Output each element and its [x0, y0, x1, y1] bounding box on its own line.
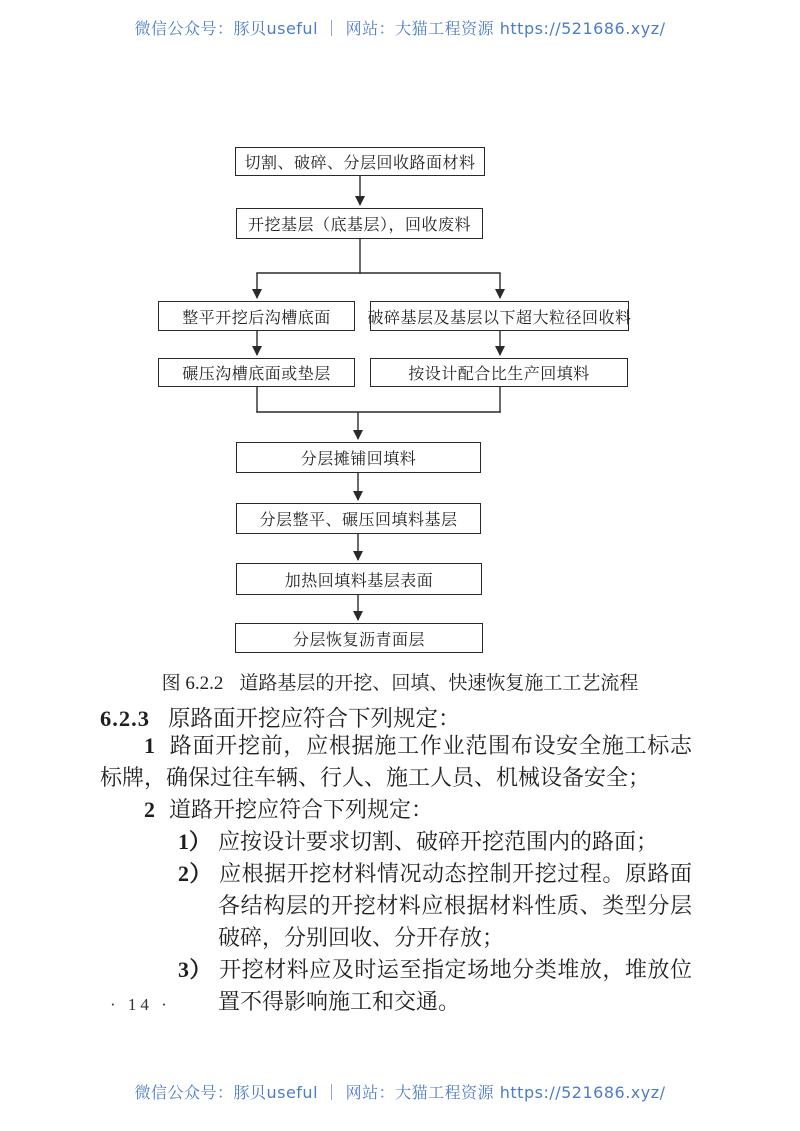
clause-body — [100, 730, 692, 1018]
clause-item-1 — [100, 730, 692, 794]
clause-subitem-3-text: 开挖材料应及时运至指定场地分类堆放，堆放位置不得影响施工和交通。 — [218, 957, 692, 1014]
clause-subitem-1-number: 1） — [178, 829, 212, 854]
page-number: · 14 · — [110, 995, 171, 1014]
section-number: 6.2.3 — [100, 706, 150, 731]
clause-subitem-3-number: 3） — [178, 957, 213, 982]
clause-subitem-2 — [100, 858, 692, 954]
flow-box-excavate-base: 开挖基层（底基层），回收废料 — [236, 208, 483, 239]
clause-subitem-1-text: 应按设计要求切割、破碎开挖范围内的路面； — [218, 829, 659, 854]
figure-title: 道路基层的开挖、回填、快速恢复施工工艺流程 — [239, 673, 639, 694]
clause-item-2-text: 道路开挖应符合下列规定： — [169, 797, 434, 822]
flow-box-level-trench-bottom: 整平开挖后沟槽底面 — [158, 301, 355, 331]
flow-box-produce-backfill: 按设计配合比生产回填料 — [370, 358, 628, 387]
clause-subitem-2-text: 应根据开挖材料情况动态控制开挖过程。原路面各结构层的开挖材料应根据材料性质、类型分层破碎，分别回收、分开存放； — [218, 861, 692, 950]
figure-label: 图 6.2.2 — [161, 673, 224, 694]
flow-box-cut-crush-recycle: 切割、破碎、分层回收路面材料 — [235, 147, 485, 176]
flow-box-restore-asphalt: 分层恢复沥青面层 — [235, 623, 483, 653]
flow-box-spread-backfill: 分层摊铺回填料 — [236, 442, 481, 473]
watermark-header: 微信公众号：豚贝useful ｜ 网站：大猫工程资源 https://521686.xyz/ — [134, 19, 666, 38]
clause-item-1-text: 路面开挖前，应根据施工作业范围布设安全施工标志标牌，确保过往车辆、行人、施工人员、机械设备安全； — [100, 733, 692, 790]
watermark-footer: 微信公众号：豚贝useful ｜ 网站：大猫工程资源 https://521686.xyz/ — [134, 1083, 666, 1102]
clause-subitem-1 — [100, 826, 692, 858]
flow-box-heat-surface: 加热回填料基层表面 — [236, 563, 482, 595]
flow-box-level-compact-backfill: 分层整平、碾压回填料基层 — [236, 503, 481, 534]
clause-subitem-2-number: 2） — [178, 861, 213, 886]
clause-subitem-3 — [100, 954, 692, 1018]
clause-item-2-number: 2 — [144, 797, 155, 822]
section-title: 原路面开挖应符合下列规定： — [168, 706, 461, 731]
clause-item-1-number: 1 — [144, 733, 155, 758]
flow-box-crush-oversize: 破碎基层及基层以下超大粒径回收料 — [370, 301, 629, 331]
clause-item-2 — [100, 794, 692, 826]
figure-caption — [0, 668, 800, 695]
flow-box-compact-trench: 碾压沟槽底面或垫层 — [158, 358, 355, 387]
section-heading — [100, 701, 700, 733]
